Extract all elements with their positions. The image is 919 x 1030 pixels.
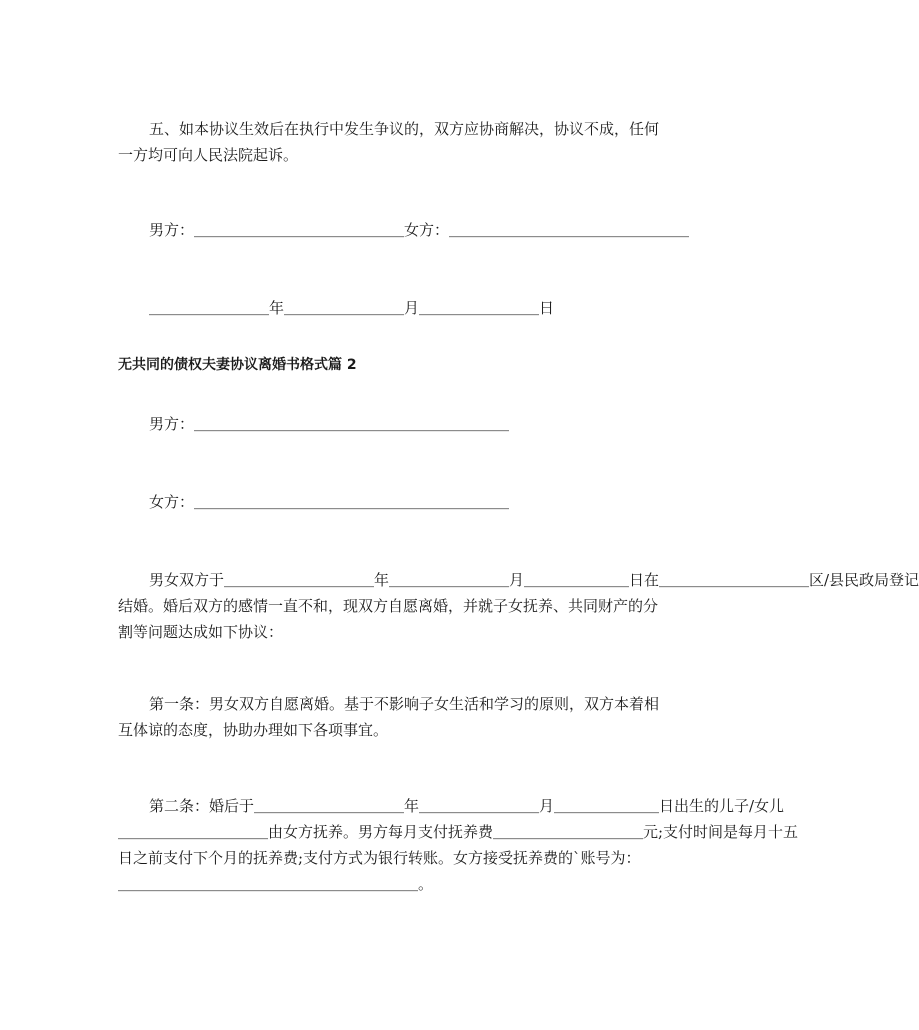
section-title [118,352,688,378]
article-1-line-2: 互体谅的态度，协助办理如下各项事宜。 [118,721,389,739]
female-party-text: 女方：＿＿＿＿＿＿＿＿＿＿＿＿＿＿＿＿＿＿＿＿＿ [149,493,510,511]
signature-text: 男方：＿＿＿＿＿＿＿＿＿＿＿＿＿＿女方：＿＿＿＿＿＿＿＿＿＿＿＿＿＿＿＿ [149,221,690,239]
article-1-line-1: 第一条：男女双方自愿离婚。基于不影响子女生活和学习的原则，双方本着相 [149,695,660,713]
marriage-paragraph-cont [118,593,688,645]
male-party-line [118,411,719,437]
marriage-line-1: 男女双方于＿＿＿＿＿＿＿＿＿＿年＿＿＿＿＿＿＿＿月＿＿＿＿＿＿＿日在＿＿＿＿＿＿＿＿＿＿区/县民政局登记 [149,571,919,589]
article-2-line-1: 第二条：婚后于＿＿＿＿＿＿＿＿＿＿年＿＿＿＿＿＿＿＿月＿＿＿＿＿＿＿日出生的儿子/女儿 [149,797,785,815]
female-party-line [118,489,719,515]
date-line [118,295,719,321]
marriage-paragraph [118,567,919,593]
article-2-paragraph-cont [118,819,799,897]
clause-5-paragraph [118,116,719,142]
article-2-line-2: ＿＿＿＿＿＿＿＿＿＿由女方抚养。男方每月支付抚养费＿＿＿＿＿＿＿＿＿＿元;支付时间是每月十五 [118,823,799,841]
date-text: ＿＿＿＿＿＿＿＿年＿＿＿＿＿＿＿＿月＿＿＿＿＿＿＿＿日 [149,299,555,317]
male-party-text: 男方：＿＿＿＿＿＿＿＿＿＿＿＿＿＿＿＿＿＿＿＿＿ [149,415,510,433]
article-2-paragraph [118,793,785,819]
article-2-line-3: 日之前支付下个月的抚养费;支付方式为银行转账。女方接受抚养费的`账号为： [118,849,641,867]
section-title-text: 无共同的债权夫妻协议离婚书格式篇 2 [118,357,357,373]
article-1-paragraph [118,691,719,717]
article-1-paragraph-cont [118,717,688,743]
marriage-line-2: 结婚。婚后双方的感情一直不和，现双方自愿离婚，并就子女抚养、共同财产的分 [118,597,659,615]
clause-5-line-2: 一方均可向人民法院起诉。 [118,146,299,164]
signature-line [118,217,719,243]
article-2-line-4: ＿＿＿＿＿＿＿＿＿＿＿＿＿＿＿＿＿＿＿＿。 [118,875,434,893]
clause-5-paragraph-cont [118,142,688,168]
marriage-line-3: 割等问题达成如下协议： [118,623,284,641]
clause-5-line-1: 五、如本协议生效后在执行中发生争议的，双方应协商解决，协议不成，任何 [149,120,660,138]
